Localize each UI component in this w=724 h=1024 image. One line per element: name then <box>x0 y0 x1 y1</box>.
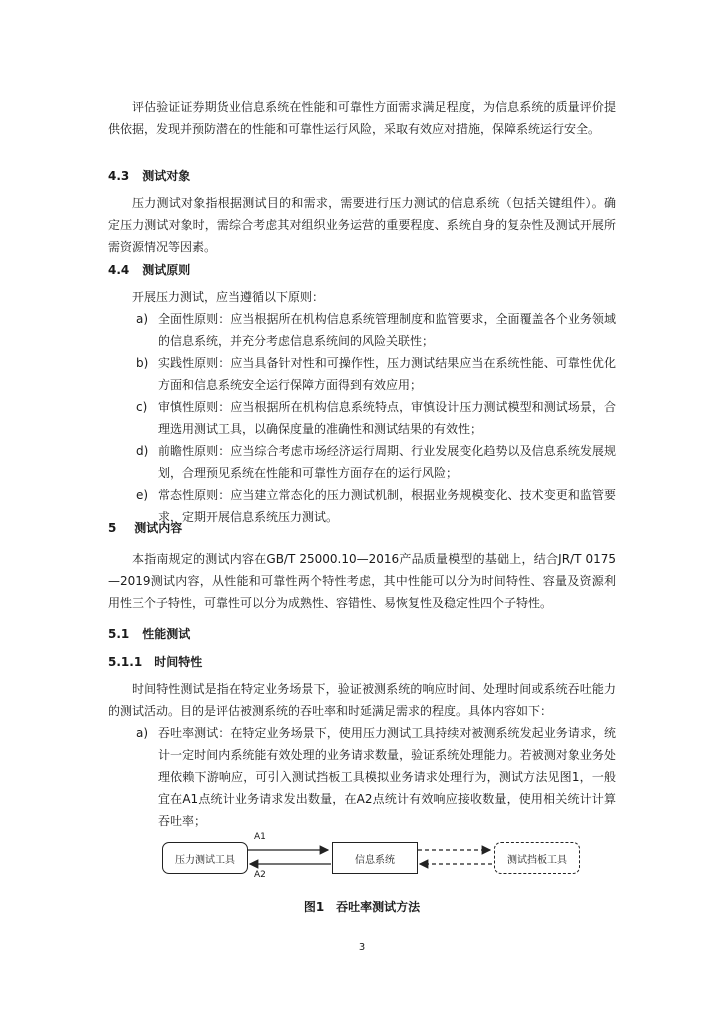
intro-paragraph: 评估验证证券期货业信息系统在性能和可靠性方面需求满足程度，为信息系统的质量评价提供依据，发现并预防潜在的性能和可靠性运行风险，采取有效应对措施，保障系统运行安全。 <box>108 100 616 136</box>
list-item-text: 审慎性原则：应当根据所在机构信息系统特点，审慎设计压力测试模型和测试场景，合理选用测试工具，以确保度量的准确性和测试结果的有效性； <box>158 400 616 436</box>
list-item-text: 实践性原则：应当具备针对性和可操作性，压力测试结果应当在系统性能、可靠性优化方面和信息系统安全运行保障方面得到有效应用； <box>158 356 616 392</box>
time-characteristics-list <box>108 722 616 832</box>
list-marker: e) <box>136 488 149 502</box>
list-marker: a) <box>136 726 149 740</box>
section-title: 性能测试 <box>142 627 191 641</box>
section-title: 测试对象 <box>142 169 191 183</box>
list-item-text: 常态性原则：应当建立常态化的压力测试机制，根据业务规模变化、技术变更和监管要求，定期开展信息系统压力测试。 <box>158 488 616 524</box>
section-title: 测试内容 <box>134 521 183 535</box>
principles-list <box>108 308 616 528</box>
section-5-1-1-heading <box>108 654 202 670</box>
section-title: 时间特性 <box>154 655 203 669</box>
section-4-3-paragraph: 压力测试对象指根据测试目的和需求，需要进行压力测试的信息系统（包括关键组件）。确定压力测试对象时，需综合考虑其对组织业务运营的重要程度、系统自身的复杂性及测试开展所需资源情况等因素。 <box>108 196 616 254</box>
section-4-3-heading <box>108 168 190 184</box>
list-marker: a) <box>136 312 149 326</box>
section-number: 4.4 <box>108 263 130 277</box>
section-number: 4.3 <box>108 169 130 183</box>
list-item-text: 吞吐率测试：在特定业务场景下，使用压力测试工具持续对被测系统发起业务请求，统计一定时间内系统能有效处理的业务请求数量，验证系统处理能力。若被测对象业务处理依赖下游响应，可引入测试挡板工具模拟业务请求处理行为，测试方法见图1，一般宜在A1点统计业务请求发出数量，在A2点统计有效响应接收数量，使用相关统计计算吞吐率； <box>158 726 616 828</box>
point-a2-label: A2 <box>254 870 266 880</box>
figure-caption: 图1 吞吐率测试方法 <box>303 900 421 914</box>
information-system-box: 信息系统 <box>332 842 418 874</box>
point-a1-label: A1 <box>254 832 266 842</box>
section-number: 5 <box>108 521 117 535</box>
list-item <box>108 484 616 528</box>
test-baffle-tool-box: 测试挡板工具 <box>494 842 580 874</box>
list-item <box>108 308 616 352</box>
figure-1-diagram <box>150 828 590 888</box>
section-number: 5.1 <box>108 627 130 641</box>
list-item <box>108 352 616 396</box>
section-title: 测试原则 <box>142 263 191 277</box>
section-4-4-intro: 开展压力测试，应当遵循以下原则： <box>132 290 325 304</box>
section-5-1-heading <box>108 626 190 642</box>
list-marker: d) <box>136 444 149 458</box>
section-5-heading <box>108 520 182 536</box>
section-5-paragraph: 本指南规定的测试内容在GB/T 25000.10—2016产品质量模型的基础上，结合JR/T 0175—2019测试内容，从性能和可靠性两个特性考虑，其中性能可以分为时间特性、容量及资源利用性三个子特性，可靠性可以分为成熟性、容错性、易恢复性及稳定性四个子特性。 <box>108 552 616 610</box>
list-item <box>108 396 616 440</box>
stress-test-tool-box: 压力测试工具 <box>162 842 248 874</box>
list-marker: b) <box>136 356 149 370</box>
section-number: 5.1.1 <box>108 655 143 669</box>
list-item <box>108 440 616 484</box>
list-item-text: 前瞻性原则：应当综合考虑市场经济运行周期、行业发展变化趋势以及信息系统发展规划，合理预见系统在性能和可靠性方面存在的运行风险； <box>158 444 616 480</box>
list-item <box>108 722 616 832</box>
section-5-1-1-paragraph: 时间特性测试是指在特定业务场景下，验证被测系统的响应时间、处理时间或系统吞吐能力的测试活动。目的是评估被测系统的吞吐率和时延满足需求的程度。具体内容如下： <box>108 682 616 718</box>
list-marker: c) <box>136 400 148 414</box>
section-4-4-heading <box>108 262 190 278</box>
list-item-text: 全面性原则：应当根据所在机构信息系统管理制度和监管要求，全面覆盖各个业务领域的信息系统，并充分考虑信息系统间的风险关联性； <box>158 312 616 348</box>
page-number: 3 <box>358 942 366 953</box>
